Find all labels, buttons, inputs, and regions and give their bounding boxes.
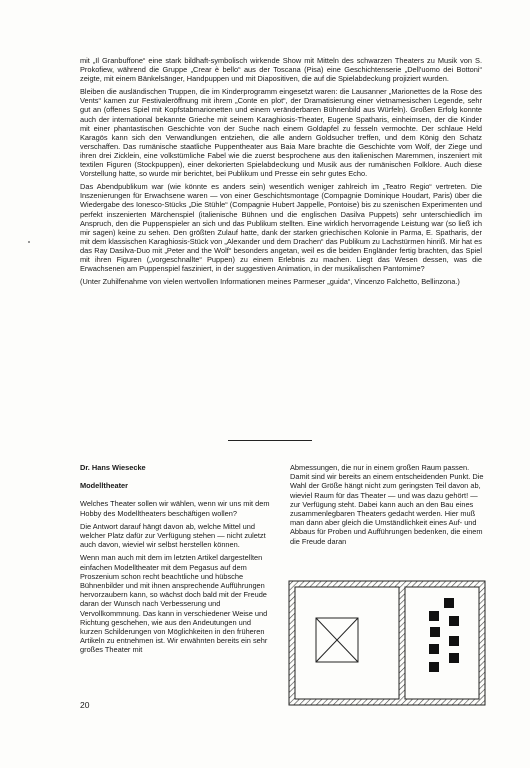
article-paragraph-3: Wenn man auch mit dem im letzten Artikel dargestellten einfachen Modelltheater mit dem Pegasus auf dem Proszenium schon recht beachtliche und hübsche Bühnenbilder und mit ihnen ansprechende Aufführungen hervorzaubern kann, so wächst doch bald mit der Freude daran der Wunsch nach Verbesserung und Vervollkommnung. Das kann in verschiedener Weise und Richtung geschehen, wie aus den Andeutungen und kurzen Schilderungen von Möglichkeiten in den früheren Artikeln zu entnehmen ist. Wir erwähnten bereits ein sehr großes Theater mit bbox=[80, 553, 268, 655]
article-author: Dr. Hans Wiesecke bbox=[80, 463, 146, 472]
plan-room-right bbox=[405, 587, 479, 699]
section-divider bbox=[228, 440, 312, 441]
article-heading: Modelltheater bbox=[80, 481, 129, 491]
plan-room-left bbox=[295, 587, 399, 699]
article-paragraph-2: Die Antwort darauf hängt davon ab, welche Mittel und welcher Platz dafür zur Verfügung stehen — nicht zuletzt auch davon, wieviel wir selbst herstellen können. bbox=[80, 521, 266, 550]
report-paragraph-2: Bleiben die ausländischen Truppen, die im Kinderprogramm eingesetzt waren: die Lausanner „Marionettes de la Rose des Vents“ kamen zur Festivaleröffnung mit ihrem „Conte en plot“, der Dramatisierung einer vietnamesischen Legende, sehr gut an (offenes Spiel mit Kopfstabmarionetten und einem veränderbaren Bühnenbild aus Würfeln). Großen Erfolg konnte auch der international bekannte Grieche mit seinem Karaghiosis-Theater, Eugene Spatharis, einheimsen, der die Kinder mit einer phantastischen Geschichte von der Suche nach einem Goldapfel zu fesseln vermochte. Der schlaue Held Karagös kann sich den Verwandlungen entziehen, die alle andern Goldsucher treffen, und dem König den Schatz verschaffen. Das rumänische staatliche Puppentheater aus Baia Mare brachte die Geschichte vom Wolf, der Ziege und ihren drei Zicklein, eine volkstümliche Fabel wie die zuerst besprochene aus den italienischen Maremmen, inszeniert mit textilen Figuren (Stockpuppen), einer dekorierten Spielabdeckung und Musik aus der rumänischen Folklore. Auch diese Vorstellung hatte, so wurde mir berichtet, bei Publikum und Presse ein sehr gutes Echo. bbox=[80, 87, 482, 179]
article-paragraph-1: Welches Theater sollen wir wählen, wenn wir uns mit dem Hobby des Modelltheaters beschäftigen wollen? bbox=[80, 499, 270, 518]
article-left-column bbox=[80, 463, 273, 659]
article-paragraph-4: Abmessungen, die nur in einem großen Raum passen. Damit sind wir bereits an einem entscheidenden Punkt. Die Wahl der Größe hängt nicht zum geringsten Teil davon ab, wieviel Raum für das Theater — und was dazu gehört! — zur Verfügung steht. Dabei kann auch an den Bau eines zusammenlegbaren Theaters gedacht werden. Hier muß man dann aber gleich die Umständlichkeit eines Auf- und Abbaus für Proben und Aufführungen bedenken, die einem die Freude daran bbox=[290, 463, 484, 546]
report-paragraph-4: (Unter Zuhilfenahme von vielen wertvollen Informationen meines Parmeser „guida“, Vincenzo Falchetto, Bellinzona.) bbox=[80, 277, 460, 287]
report-paragraph-1: mit „Il Granbuffone“ eine stark bildhaft-symbolisch wirkende Show mit Mitteln des schwarzen Theaters zu Musik von S. Prokofiew, während die Gruppe „Crear è bello“ aus der Toscana (Pisa) eine Geschichtenserie „Dell'uomo dei Bottoni“ zeigte, mit einem Bänkelsänger, Handpuppen und mit Diapositiven, die auf die Spielabdeckung projiziert wurden. bbox=[80, 56, 482, 84]
article-right-column bbox=[290, 463, 484, 546]
report-paragraph-3: Das Abendpublikum war (wie könnte es anders sein) wesentlich weniger zahlreich im „Teatro Regio“ vertreten. Die Inszenierungen für Erwachsene waren — von einer Geschichtsmontage (Compagnie Dominique Houdart, Paris) über die Wiedergabe des Ionesco-Stücks „Die Stühle“ (Compagnie Hubert Jappelle, Pontoise) bis zu szenischen Experimenten und perfekt inszenierten Märchenspiel (italienische Bühnen und die englischen Dasilva Puppets) sehr unterschiedlich im Anspruch, den die Puppenspieler an sich und das Publikum stellten. Eine wirklich hervorragende Leistung war (so ließ ich mir sagen) keine zu sehen. Den größten Zulauf hatte, dank der starken griechischen Kolonie in Parma, E. Spatharis, der mit dem klassischen Karaghiosis-Stück von „Alexander und dem Drachen“ das Publikum zu Lachstürmen hinriß. Mir hat es das Ray Dasilva-Duo mit „Peter and the Wolf“ besonders angetan, weil es die beiden Engländer fertig brachten, das Spiel mit ihren Figuren („vorgeschnallte“ Puppen) zu einem Erlebnis zu machen. Liegt das Wesen dessen, was die Erwachsenen am Puppenspiel fasziniert, in der suggestiven Animation, in der musikalischen Pantomime? bbox=[80, 182, 482, 274]
scan-speck bbox=[28, 241, 30, 243]
page-number: 20 bbox=[80, 700, 90, 710]
theater-floor-plan-diagram bbox=[288, 580, 486, 706]
report-text bbox=[80, 56, 482, 290]
